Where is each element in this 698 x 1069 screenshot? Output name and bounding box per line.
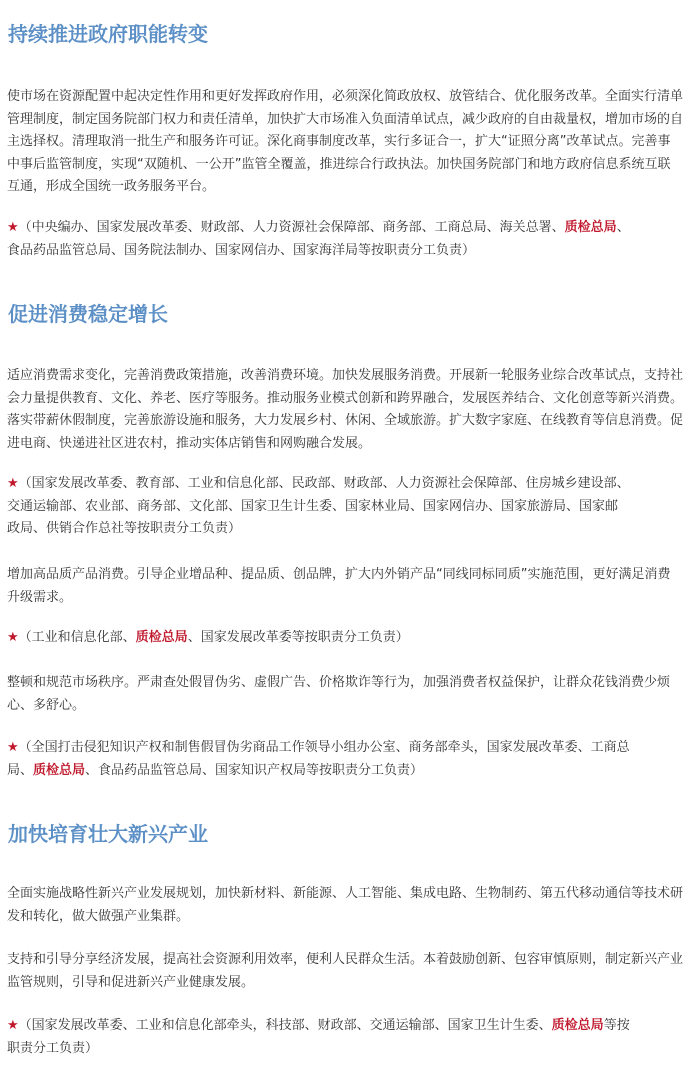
note-line: ★（中央编办、国家发展改革委、财政部、人力资源社会保障部、商务部、工商总局、海关总署、质检总局、	[7, 220, 630, 235]
section-2-paragraph-2: 增加高品质产品消费。引导企业增品种、提品质、创品牌，扩大内外销产品“同线同标同质”实施范围，更好满足消费升级需求。	[7, 567, 671, 605]
highlight-agency: 质检总局	[33, 762, 86, 778]
note-line: 食品药品监管总局、国务院法制办、国家网信办、国家海洋局等按职责分工负责）	[7, 242, 476, 258]
star-icon: ★	[7, 220, 19, 235]
note-line: ★（国家发展改革委、教育部、工业和信息化部、民政部、财政部、人力资源社会保障部、住房城乡建设部、	[7, 476, 630, 491]
section-3-paragraph-1: 全面实施战略性新兴产业发展规划，加快新材料、新能源、人工智能、集成电路、生物制药、第五代移动通信等技术研发和转化，做大做强产业集群。	[7, 886, 684, 924]
section-3-responsibility-note	[7, 1015, 683, 1060]
star-icon: ★	[7, 476, 19, 491]
note-line: ★（国家发展改革委、工业和信息化部牵头，科技部、财政部、交通运输部、国家卫生计生委、质检总局等按	[7, 1018, 630, 1033]
section-1-paragraph-1: 使市场在资源配置中起决定性作用和更好发挥政府作用，必须深化简政放权、放管结合、优化服务改革。全面实行清单管理制度，制定国务院部门权力和责任清单，加快扩大市场准入负面清单试点，减少政府的自由裁量权，增加市场的自主选择权。清理取消一批生产和服务许可证。深化商事制度改革，实行多证合一，扩大“证照分离”改革试点。完善事中事后监管制度，实现“双随机、一公开”监管全覆盖，推进综合行政执法。加快国务院部门和地方政府信息系统互联互通，形成全国统一政务服务平台。	[7, 89, 684, 194]
star-icon: ★	[7, 630, 19, 645]
section-heading-1: 持续推进政府职能转变	[8, 22, 208, 46]
section-2-responsibility-note-3	[7, 737, 683, 782]
highlight-agency: 质检总局	[564, 220, 617, 235]
section-3-paragraph-2: 支持和引导分享经济发展，提高社会资源利用效率，便利人民群众生活。本着鼓励创新、包容审慎原则，制定新兴产业监管规则，引导和促进新兴产业健康发展。	[7, 952, 684, 990]
section-2-paragraph-3: 整顿和规范市场秩序。严肃查处假冒伪劣、虚假广告、价格欺诈等行为，加强消费者权益保护，让群众花钱消费少烦心、多舒心。	[7, 675, 671, 713]
section-heading-3: 加快培育壮大新兴产业	[8, 822, 208, 846]
star-icon: ★	[7, 1018, 19, 1033]
note-line: 局、质检总局、食品药品监管总局、国家知识产权局等按职责分工负责）	[7, 762, 424, 778]
star-icon: ★	[7, 740, 19, 755]
section-2-responsibility-note-2	[7, 627, 683, 650]
note-line: ★（工业和信息化部、质检总局、国家发展改革委等按职责分工负责）	[7, 630, 409, 645]
section-heading-2: 促进消费稳定增长	[8, 302, 168, 326]
highlight-agency: 质检总局	[551, 1018, 604, 1033]
note-line: 交通运输部、农业部、商务部、文化部、国家卫生计生委、国家林业局、国家网信办、国家旅游局、国家邮	[7, 498, 619, 514]
section-2-paragraph-1: 适应消费需求变化，完善消费政策措施，改善消费环境。加快发展服务消费。开展新一轮服务业综合改革试点，支持社会力量提供教育、文化、养老、医疗等服务。推动服务业模式创新和跨界融合，发展医养结合、文化创意等新兴消费。落实带薪休假制度，完善旅游设施和服务，大力发展乡村、休闲、全域旅游。扩大数字家庭、在线教育等信息消费。促进电商、快递进社区进农村，推动实体店销售和网购融合发展。	[7, 368, 684, 451]
section-1-responsibility-note	[7, 217, 683, 262]
section-2-responsibility-note-1	[7, 473, 683, 541]
note-line: 职责分工负责）	[7, 1040, 99, 1056]
highlight-agency: 质检总局	[135, 630, 188, 645]
note-line: 政局、供销合作总社等按职责分工负责）	[7, 521, 242, 536]
note-line: ★（全国打击侵犯知识产权和制售假冒伪劣商品工作领导小组办公室、商务部牵头，国家发展改革委、工商总	[7, 740, 630, 755]
